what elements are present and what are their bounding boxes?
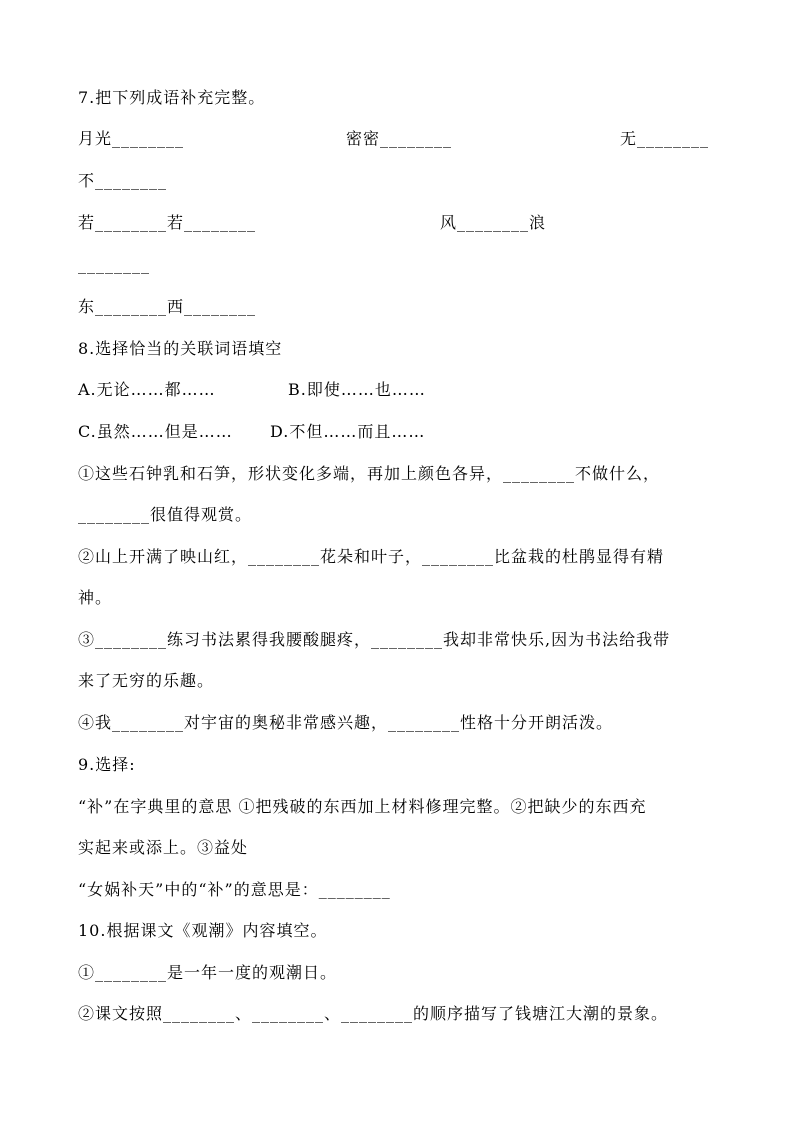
q8-option-c: C.虽然……但是…… [78, 422, 233, 441]
q8-sentence-3a: ③________练习书法累得我腰酸腿疼，________我却非常快乐,因为书法给我带 [78, 630, 671, 649]
q8-sentence-1b: ________很值得观赏。 [78, 505, 253, 524]
q8-option-b: B.即使……也…… [288, 380, 426, 399]
q7-idiom-bu: 不________ [78, 171, 168, 190]
q9-title: 9.选择: [78, 755, 136, 774]
q7-title: 7.把下列成语补充完整。 [78, 88, 266, 107]
q7-idiom-yueguang: 月光________ [78, 129, 185, 148]
q10-line1: ①________是一年一度的观潮日。 [78, 963, 338, 982]
q8-sentence-4: ④我________对宇宙的奥秘非常感兴趣，________性格十分开朗活泼。 [78, 713, 614, 732]
q7-idiom-ruo: 若________若________ [78, 213, 257, 232]
q8-sentence-2a: ②山上开满了映山红，________花朵和叶子，________比盆栽的杜鹃显得有精 [78, 547, 665, 566]
q7-idiom-feng: 风________浪 [440, 213, 547, 232]
q7-idiom-wu: 无________ [620, 129, 710, 148]
q9-definition-line2: 实起来或添上。③益处 [78, 838, 249, 857]
q9-definition-line1: “补”在字典里的意思 ①把残破的东西加上材料修理完整。②把缺少的东西充 [78, 797, 647, 816]
q7-blank-line: ________ [78, 255, 150, 274]
q8-title: 8.选择恰当的关联词语填空 [78, 339, 283, 358]
q8-sentence-2b: 神。 [78, 588, 113, 607]
q8-option-d: D.不但……而且…… [270, 422, 426, 441]
q7-idiom-mimi: 密密________ [346, 129, 453, 148]
q8-sentence-1a: ①这些石钟乳和石笋，形状变化多端，再加上颜色各异，________不做什么， [78, 464, 661, 483]
q8-option-a: A.无论……都…… [78, 380, 216, 399]
q9-question: “女娲补天”中的“补”的意思是：________ [78, 880, 391, 899]
q7-idiom-dong: 东________西________ [78, 297, 257, 316]
q8-sentence-3b: 来了无穷的乐趣。 [78, 671, 215, 690]
q10-title: 10.根据课文《观潮》内容填空。 [78, 921, 328, 940]
q10-line2: ②课文按照________、________、________的顺序描写了钱塘江大潮的景象。 [78, 1004, 669, 1023]
